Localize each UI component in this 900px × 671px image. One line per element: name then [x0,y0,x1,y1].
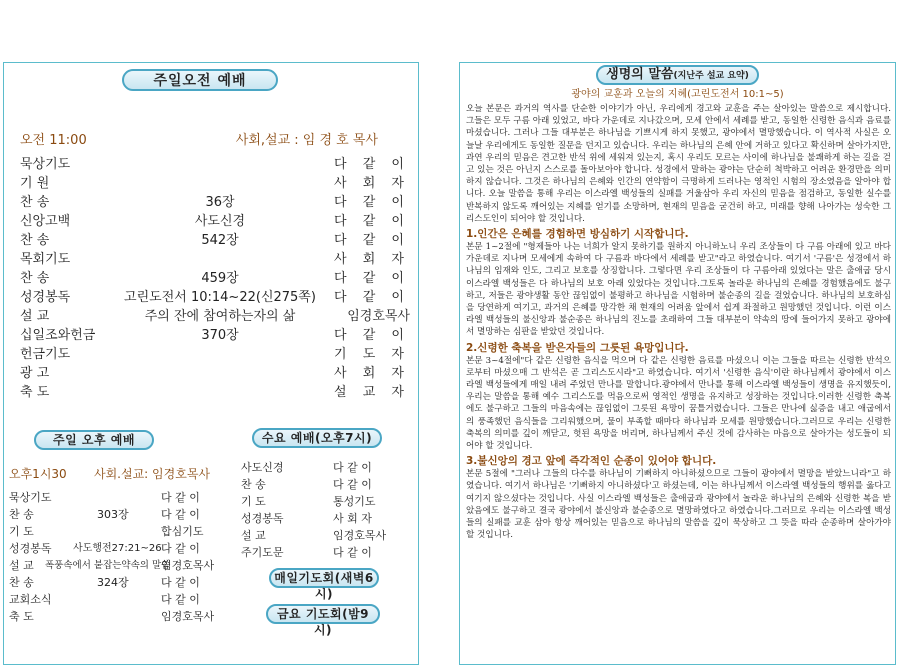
order-row: 설 교 주의 잔에 참여하는자의 삶 임경호목사 [20,309,410,324]
morning-service-leader: 사회,설교 : 임 경 호 목사 [235,133,378,148]
order-row: 묵상기도 다 같 이 [20,157,410,172]
afternoon-service-title: 주일 오후 예배 [34,430,154,450]
order-row: 찬 송 36장 다 같 이 [20,195,410,210]
sermon-title-note: (지난주 설교 요약) [673,71,749,81]
order-row: 설 교 폭풍속에서 붙잡는약속의 말씀 임경호목사 [9,559,215,572]
order-row: 설 교 임경호목사 [241,529,387,542]
afternoon-service-leader: 사회.설교: 임경호목사 [94,467,211,481]
morning-service-title: 주일오전 예배 [122,69,278,91]
order-row: 기 도 합심기도 [9,525,204,538]
order-row: 찬 송 459장 다 같 이 [20,271,410,286]
order-row: 사도신경 다 같 이 [241,461,372,474]
order-row: 주기도문 다 같 이 [241,546,372,559]
order-row: 찬 송 303장 다 같 이 [9,508,200,521]
sermon-body [466,103,891,542]
order-row: 축 도 임경호목사 [9,610,215,623]
order-row: 신앙고백 사도신경 다 같 이 [20,214,410,229]
order-row: 십일조와헌금 370장 다 같 이 [20,328,410,343]
order-row: 교회소식 다 같 이 [9,593,200,606]
worship-order-panel [3,62,419,665]
section-heading: 1.인간은 은혜를 경험하면 방심하기 시작합니다. [466,228,689,241]
order-row: 찬 송 324장 다 같 이 [9,576,200,589]
sermon-subtitle: 광야의 교훈과 오늘의 지혜(고린도전서 10:1~5) [571,89,784,100]
order-row: 목회기도 사 회 자 [20,252,410,267]
section-text: 본문 3~4절에"다 같은 신령한 음식을 먹으며 다 같은 신령한 음료를 마셨으니 이는 그들을 따르는 신령한 반석으로부터 마셨으매 그 반석은 곧 그리스도시라"고 하였습니다. 여기서 '신령한 음식'이란 하나님께서 광야에서 이스라엘 백성들에게 매일 내려 주었던 만나를 말합니다.광야에서 만나를 통해 이스라엘 백성들이 생명을 유지했듯이, 우리는 말씀을 통해 예수 그리스도를 먹음으로써 영적인 생명을 유지하고 성장하는 것입니다.이러한 신령한 축복에도 불구하고 그들의 마음속에는 끊임없이 그릇된 욕망이 꿈틀거렸습니다. 그들은 만나에 싫증을 내고 애굽에서의 풍족했던 음식들을 그리워했으며, 물이 부족할 때마다 하나님과 모세를 원망했습니다.그러므로 우리는 신령한 축복의 의미를 깊이 깨닫고, 헛된 욕망을 버리며, 하나님께서 주신 것에 감사하는 마음으로 살아가는 성도들이 되어야 할 것입니다. [466,355,891,452]
wednesday-service-order [241,459,411,561]
wednesday-service-title: 수요 예배(오후7시) [252,428,382,448]
order-row: 성경봉독 사 회 자 [241,512,372,525]
section-heading: 2.신령한 축복을 받은자들의 그릇된 욕망입니다. [466,341,689,354]
sermon-intro: 오늘 본문은 과거의 역사를 단순한 이야기가 아닌, 우리에게 경고와 교훈을 주는 살아있는 말씀으로 제시합니다. 그들은 모두 구름 아래 있었고, 바다 가운데로 지나갔으며, 모세 안에서 세례를 받고, 동일한 신령한 음식과 음료를 마셨습니다. 그러나 그들 대부분은 하나님을 기쁘시게 하지 못했고, 광야에서 멸망했습니다. 이 역사적 사실은 오늘날 우리에게도 동일한 질문을 던지고 있습니다. 우리는 하나님의 은혜 안에 거하고 있다고 확신하며 살아가지만, 과연 우리의 믿음은 견고한 반석 위에 세워져 있는지, 혹시 우리도 모르는 사이에 하나님을 불쾌하게 하는 길을 걷고 있는 것은 아닌지 스스로를 돌아보아야 합니다. 성경에서 말하는 광야는 단순히 척박하고 어려운 환경만을 의미하지 않습니다. 그것은 하나님의 은혜와 인간의 연약함이 극명하게 드러나는 영적인 시험의 장소였음을 알아야 합니다. 오늘 말씀을 통해 우리는 이스라엘 백성들의 실패를 거울삼아 우리 자신의 믿음을 점검하고, 동일한 실수를 반복하지 않도록 깨어있는 지혜를 얻기를 소망하며, 현재의 믿음을 굳건히 하고, 미래를 향해 나아가는 성숙한 그리스도인이 되어야 할 것입니다. [466,104,891,224]
sermon-title: 생명의 말씀(지난주 설교 요약) [596,65,759,85]
morning-service-time: 오전 11:00 [20,133,87,148]
order-row: 기 원 사 회 자 [20,176,410,191]
order-row: 헌금기도 기 도 자 [20,347,410,362]
afternoon-service-time: 오후1시30 [9,467,67,481]
order-row: 광 고 사 회 자 [20,366,410,381]
order-row: 찬 송 542장 다 같 이 [20,233,410,248]
order-row: 축 도 설 교 자 [20,385,410,400]
order-row: 성경봉독 고린도전서 10:14~22(신275쪽) 다 같 이 [20,290,410,305]
section-text: 본문 1~2절에 "형제들아 나는 너희가 알지 못하기를 원하지 아니하노니 우리 조상들이 다 구름 아래에 있고 바다 가운데로 지나며 모세에게 속하여 다 구름과 바다에서 세례를 받고"라고 하였습니다. 여기서 '구름'은 성경에서 하나님의 임재와 인도, 그리고 보호를 상징합니다. 그렇다면 우리 조상들이 다 구름아래 있었다는 말은 출애굽 당시 이스라엘 백성들은 다 하나님의 보호 아래 있었다는 것입니다.그토록 놀라운 하나님의 은혜를 경험했음에도 불구하고, 저들은 광야생활 동안 끊임없이 불평하고 하나님을 시험하며 불순종의 길을 걸었습니다. 하나님의 보호하심을 당연하게 여기고, 과거의 은혜를 망각한 채 현재의 어려움 앞에서 쉽게 좌절하고 원망했던 것입니다. 이런 이스라엘 백성들의 불신앙과 불순종은 하나님의 진노를 초래하여 그들 대부분이 약속의 땅에 들어가지 못하고 광야에서 멸망하는 심판을 받았던 것입니다. [466,242,891,338]
sermon-title-wrap [460,63,895,85]
morning-service-order [20,155,410,402]
order-row: 묵상기도 다 같 이 [9,491,200,504]
section-text: 본문 5절에 "그러나 그들의 다수를 하나님이 기뻐하지 아니하셨으므로 그들이 광야에서 멸망을 받았느니라"고 하였습니다. 여기서 하나님은 '기뻐하지 아니하셨다'고 하셨는데, 이는 하나님께서 이스라엘 백성들의 행위를 옳다고 여기지 않으셨다는 것입니다. 사실 이스라엘 백성들은 출애굽과 광야에서 놀라운 하나님의 은혜와 신령한 복을 받았음에도 불구하고 결국 광야에서 불신앙과 불순종으로 멸망하였다고 하였습니다.그러므로 우리는 이스라엘 백성들의 실패를 교훈 삼아 항상 깨어있는 믿음으로 하나님의 말씀을 깊이 묵상하고 그 뜻을 따라 순종하며 살아가야 할 것입니다. [466,469,891,541]
order-row: 찬 송 다 같 이 [241,478,372,491]
section-heading: 3.불신앙의 경고 앞에 즉각적인 순종이 있어야 합니다. [466,455,717,468]
friday-prayer-title: 금요 기도회(밤9시) [266,604,380,624]
daily-prayer-title: 매일기도회(새벽6시) [269,568,379,588]
order-row: 기 도 통성기도 [241,495,376,508]
order-row: 성경봉독 사도행전27:21~26 다 같 이 [9,542,200,555]
afternoon-service-order [9,489,234,625]
sermon-panel [459,62,896,665]
